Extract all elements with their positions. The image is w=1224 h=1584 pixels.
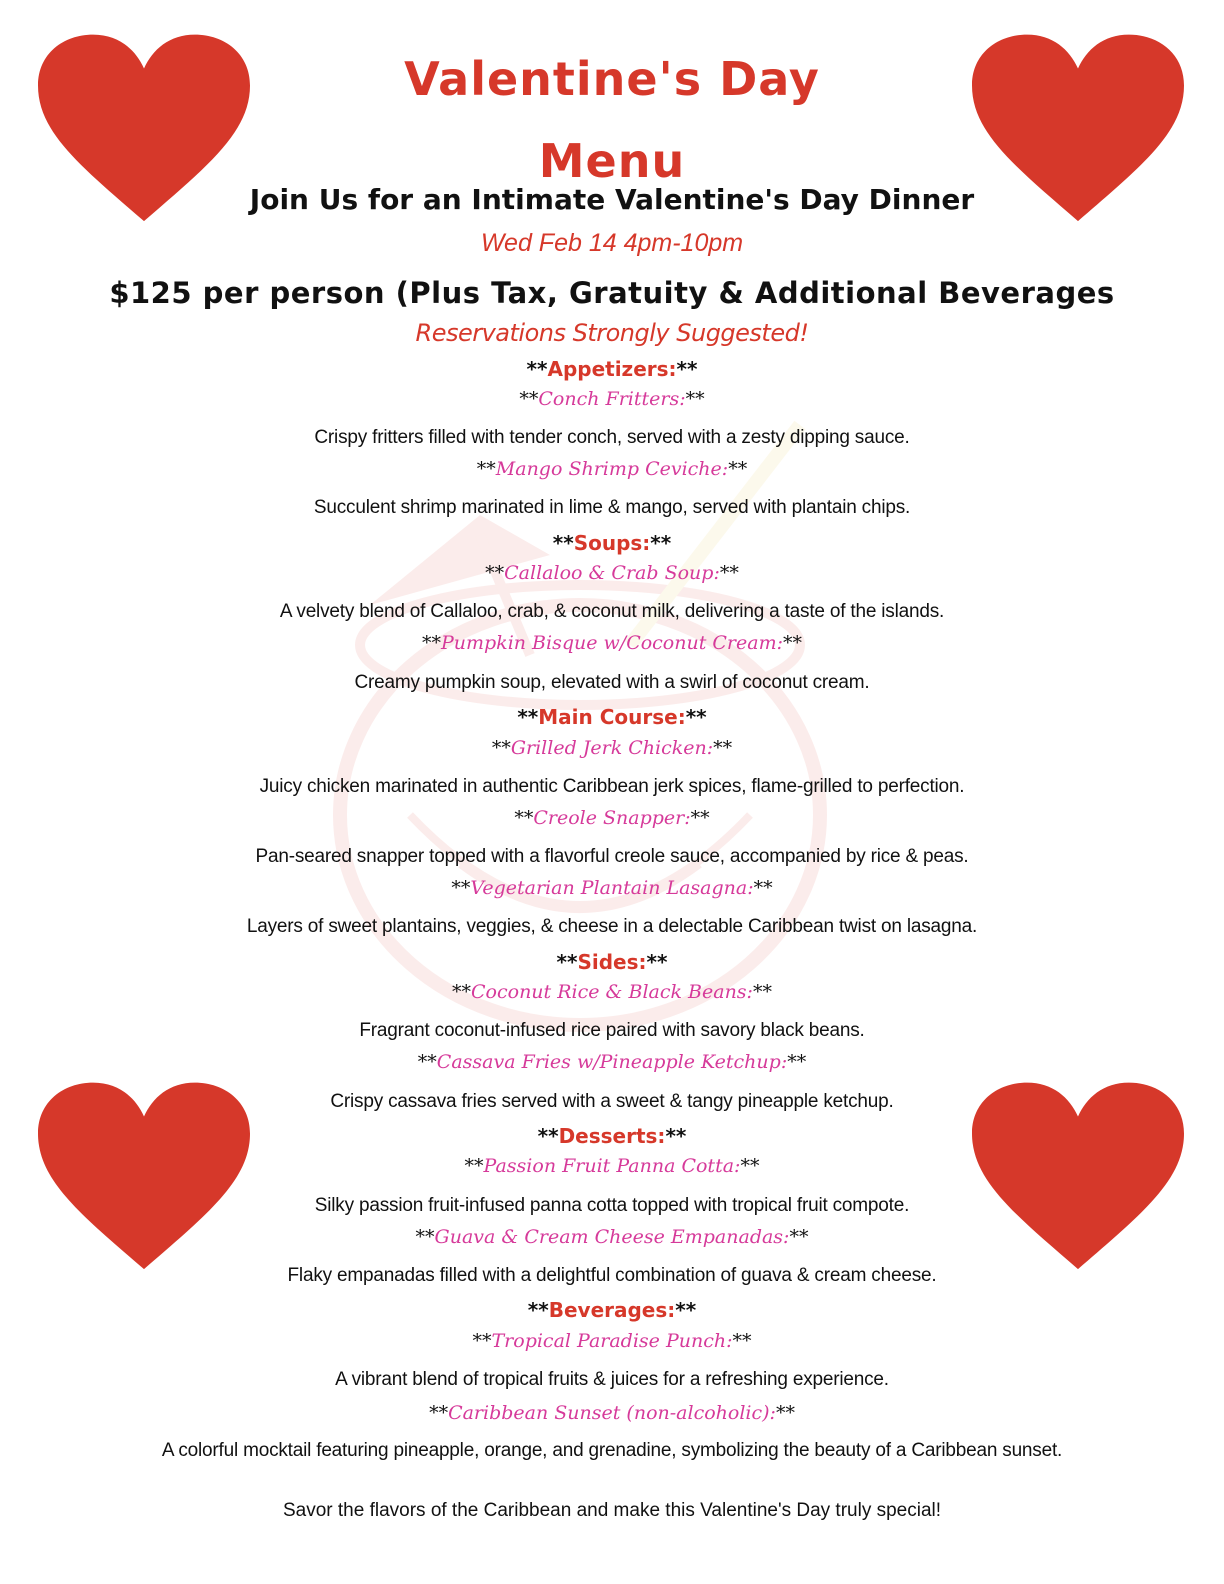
menu-item-description: Succulent shrimp marinated in lime & mango, served with plantain chips. (313, 497, 911, 518)
menu-item-description: Pan-seared snapper topped with a flavorful creole sauce, accompanied by rice & peas. (255, 846, 969, 867)
menu-item-description: Crispy cassava fries served with a sweet & tangy pineapple ketchup. (330, 1091, 894, 1112)
menu-item-description: Creamy pumpkin soup, elevated with a swirl of coconut cream. (354, 672, 870, 693)
menu-item-description: A vibrant blend of tropical fruits & juices for a refreshing experience. (335, 1369, 889, 1390)
menu-item-name: **Grilled Jerk Chicken:** (491, 737, 733, 759)
menu-item-name: **Mango Shrimp Ceviche:** (476, 458, 748, 480)
menu-item-description: A velvety blend of Callaloo, crab, & coconut milk, delivering a taste of the islands. (279, 601, 945, 622)
reservations-note: Reservations Strongly Suggested! (415, 319, 809, 347)
menu-item-description: Crispy fritters filled with tender conch, served with a zesty dipping sauce. (314, 427, 910, 448)
section-heading-sides: **Sides:** (556, 950, 668, 974)
menu-item-name: **Tropical Paradise Punch:** (472, 1330, 752, 1352)
section-heading-desserts: **Desserts:** (537, 1124, 687, 1148)
section-heading-main-course: **Main Course:** (517, 705, 707, 729)
menu-item-name: **Caribbean Sunset (non-alcoholic):** (429, 1402, 795, 1424)
section-heading-beverages: **Beverages:** (527, 1298, 697, 1322)
menu-item-name: **Pumpkin Bisque w/Coconut Cream:** (421, 632, 803, 654)
tagline: Join Us for an Intimate Valentine's Day Dinner (249, 183, 975, 216)
section-heading-appetizers: **Appetizers:** (526, 357, 698, 381)
menu-item-name: **Passion Fruit Panna Cotta:** (464, 1155, 760, 1177)
menu-item-name: **Cassava Fries w/Pineapple Ketchup:** (417, 1051, 807, 1073)
menu-item-description: A colorful mocktail featuring pineapple, orange, and grenadine, symbolizing the beauty of a Caribbean sunset. (161, 1440, 1063, 1461)
menu-item-name: **Coconut Rice & Black Beans:** (452, 981, 772, 1003)
menu-item-description: Fragrant coconut-infused rice paired with savory black beans. (359, 1020, 865, 1041)
menu-item-description: Flaky empanadas filled with a delightful combination of guava & cream cheese. (287, 1265, 937, 1286)
event-date-time: Wed Feb 14 4pm-10pm (480, 229, 744, 257)
menu-item-name: **Vegetarian Plantain Lasagna:** (451, 877, 773, 899)
price-line: $125 per person (Plus Tax, Gratuity & Additional Beverages (109, 276, 1115, 310)
menu-item-name: **Conch Fritters:** (519, 388, 705, 410)
menu-item-name: **Callaloo & Crab Soup:** (485, 562, 739, 584)
closing-note: Savor the flavors of the Caribbean and make this Valentine's Day truly special! (282, 1500, 942, 1521)
menu-title: Valentine's Day (404, 52, 820, 106)
section-heading-soups: **Soups:** (552, 531, 672, 555)
menu-subtitle: Menu (538, 134, 686, 188)
menu-item-name: **Guava & Cream Cheese Empanadas:** (415, 1226, 809, 1248)
menu-item-description: Silky passion fruit-infused panna cotta topped with tropical fruit compote. (314, 1195, 910, 1216)
menu-item-description: Layers of sweet plantains, veggies, & cheese in a delectable Caribbean twist on lasagna. (246, 916, 978, 937)
menu-item-description: Juicy chicken marinated in authentic Caribbean jerk spices, flame-grilled to perfection. (259, 776, 965, 797)
menu-item-name: **Creole Snapper:** (514, 807, 710, 829)
